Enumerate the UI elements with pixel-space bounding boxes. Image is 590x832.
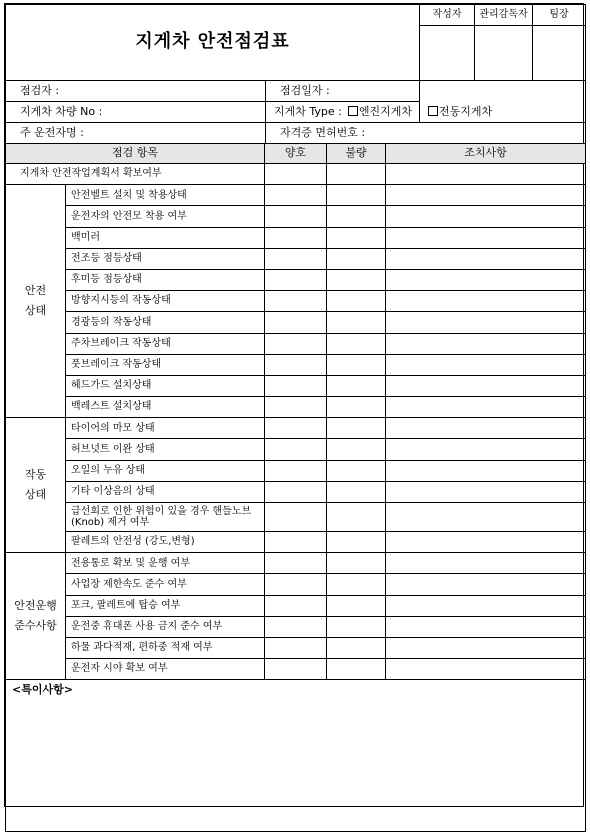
electric-checkbox[interactable] (428, 106, 438, 116)
checklist-row (6, 333, 586, 354)
forklift-type-label: 지게차 Type : (274, 104, 342, 118)
signature-label-supervisor: 관리감독자 (475, 5, 533, 26)
checklist-item: 방향지시등의 작동상태 (66, 291, 265, 312)
electric-option-label: 전동지게차 (438, 104, 493, 118)
checklist-row (6, 481, 586, 502)
license-no-field[interactable]: 자격증 면허번호 : (266, 123, 586, 144)
action-cell[interactable] (386, 291, 586, 312)
checklist-item: 허브넛트 이완 상태 (66, 439, 265, 460)
checklist-item: 포크, 팔레트에 탑승 여부 (66, 595, 265, 616)
signature-box-supervisor[interactable] (475, 26, 533, 81)
checklist-item: 후미등 점등상태 (66, 269, 265, 290)
good-cell[interactable] (265, 333, 327, 354)
bad-cell[interactable] (327, 595, 386, 616)
good-cell[interactable] (265, 206, 327, 227)
checklist-item: 운전자 시야 확보 여부 (66, 659, 265, 680)
checklist-row (6, 595, 586, 616)
good-cell[interactable] (265, 418, 327, 439)
bad-cell[interactable] (327, 439, 386, 460)
checklist-item: 사업장 제한속도 준수 여부 (66, 574, 265, 595)
action-cell[interactable] (386, 354, 586, 375)
inspector-field[interactable]: 점검자 : (6, 81, 266, 102)
inspection-sheet (4, 3, 584, 807)
checklist-row (6, 164, 586, 185)
good-cell[interactable] (265, 354, 327, 375)
good-cell[interactable] (265, 375, 327, 396)
good-cell[interactable] (265, 553, 327, 574)
checklist-item: 안전벨트 설치 및 착용상태 (66, 185, 265, 206)
action-cell[interactable] (386, 503, 586, 532)
good-cell[interactable] (265, 269, 327, 290)
checklist-row (6, 248, 586, 269)
good-cell[interactable] (265, 397, 327, 418)
checklist-row (6, 185, 586, 206)
action-cell[interactable] (386, 206, 586, 227)
checklist-row (6, 553, 586, 574)
good-cell[interactable] (265, 227, 327, 248)
checklist-item: 주차브레이크 작동상태 (66, 333, 265, 354)
bad-cell[interactable] (327, 397, 386, 418)
bad-cell[interactable] (327, 354, 386, 375)
driver-name-field[interactable]: 주 운전자명 : (6, 123, 266, 144)
bad-cell[interactable] (327, 164, 386, 185)
category-safety-status: 안전 상태 (6, 185, 66, 418)
signature-box-author[interactable] (420, 26, 475, 81)
checklist-row (6, 532, 586, 553)
bad-cell[interactable] (327, 460, 386, 481)
column-header-action: 조치사항 (386, 144, 586, 164)
checklist-row (6, 397, 586, 418)
bad-cell[interactable] (327, 418, 386, 439)
action-cell[interactable] (386, 185, 586, 206)
good-cell[interactable] (265, 185, 327, 206)
bad-cell[interactable] (327, 375, 386, 396)
action-cell[interactable] (386, 595, 586, 616)
category-operation-status: 작동 상태 (6, 418, 66, 553)
action-cell[interactable] (386, 418, 586, 439)
checklist-item: 전조등 점등상태 (66, 248, 265, 269)
checklist-row (6, 312, 586, 333)
bad-cell[interactable] (327, 503, 386, 532)
bad-cell[interactable] (327, 248, 386, 269)
action-cell[interactable] (386, 312, 586, 333)
checklist-item: 타이어의 마모 상태 (66, 418, 265, 439)
checklist-item: 팔레트의 안전성 (강도,변형) (66, 532, 265, 553)
action-cell[interactable] (386, 227, 586, 248)
checklist-item: 오일의 누유 상태 (66, 460, 265, 481)
column-header-item: 점검 항목 (6, 144, 265, 164)
signature-box-team-lead[interactable] (533, 26, 586, 81)
action-cell[interactable] (386, 616, 586, 637)
action-cell[interactable] (386, 637, 586, 658)
special-notes-label: <특이사항> (12, 683, 73, 697)
checklist-row (6, 418, 586, 439)
engine-option-label: 엔진지게차 (358, 104, 412, 118)
action-cell[interactable] (386, 397, 586, 418)
action-cell[interactable] (386, 439, 586, 460)
forklift-type-field[interactable] (266, 102, 493, 123)
action-cell[interactable] (386, 460, 586, 481)
good-cell[interactable] (265, 164, 327, 185)
checklist-row (6, 227, 586, 248)
good-cell[interactable] (265, 481, 327, 502)
document-title: 지게차 안전점검표 (6, 5, 420, 81)
info-table (5, 80, 586, 144)
checklist-row (6, 354, 586, 375)
action-cell[interactable] (386, 553, 586, 574)
checklist-row (6, 574, 586, 595)
checklist-item: 기타 이상음의 상태 (66, 481, 265, 502)
checklist-item: 운전자의 안전모 착용 여부 (66, 206, 265, 227)
checklist-item-plan: 지게차 안전작업계획서 확보여부 (6, 164, 265, 185)
bad-cell[interactable] (327, 185, 386, 206)
checklist-row (6, 659, 586, 680)
checklist-row (6, 503, 586, 532)
bad-cell[interactable] (327, 333, 386, 354)
checklist-row (6, 616, 586, 637)
checklist-item: 전용통로 확보 및 운행 여부 (66, 553, 265, 574)
good-cell[interactable] (265, 291, 327, 312)
signature-label-team-lead: 팀장 (533, 5, 586, 26)
bad-cell[interactable] (327, 532, 386, 553)
action-cell[interactable] (386, 248, 586, 269)
checklist-row (6, 375, 586, 396)
engine-checkbox[interactable] (348, 106, 358, 116)
checklist-row (6, 269, 586, 290)
checklist-row (6, 460, 586, 481)
column-header-good: 양호 (265, 144, 327, 164)
checklist-item: 경광등의 작동상태 (66, 312, 265, 333)
good-cell[interactable] (265, 503, 327, 532)
checklist-row (6, 291, 586, 312)
bad-cell[interactable] (327, 659, 386, 680)
column-header-bad: 불량 (327, 144, 386, 164)
action-cell[interactable] (386, 532, 586, 553)
checklist-row (6, 439, 586, 460)
action-cell[interactable] (386, 333, 586, 354)
checklist-item: 하물 과다적재, 편하중 적재 여부 (66, 637, 265, 658)
special-notes-area[interactable] (6, 680, 586, 832)
checklist-item: 헤드가드 설치상태 (66, 375, 265, 396)
good-cell[interactable] (265, 248, 327, 269)
bad-cell[interactable] (327, 481, 386, 502)
good-cell[interactable] (265, 574, 327, 595)
bad-cell[interactable] (327, 227, 386, 248)
bad-cell[interactable] (327, 637, 386, 658)
good-cell[interactable] (265, 460, 327, 481)
checklist-row (6, 637, 586, 658)
good-cell[interactable] (265, 616, 327, 637)
checklist-table (5, 143, 586, 832)
checklist-item: 운전중 휴대폰 사용 금지 준수 여부 (66, 616, 265, 637)
checklist-item: 급선회로 인한 위험이 있을 경우 핸들노브(Knob) 제거 여부 (66, 503, 265, 532)
bad-cell[interactable] (327, 574, 386, 595)
action-cell[interactable] (386, 574, 586, 595)
inspection-date-field[interactable]: 점검일자 : (266, 81, 420, 102)
signature-label-author: 작성자 (420, 5, 475, 26)
action-cell[interactable] (386, 269, 586, 290)
bad-cell[interactable] (327, 269, 386, 290)
action-cell[interactable] (386, 659, 586, 680)
good-cell[interactable] (265, 659, 327, 680)
bad-cell[interactable] (327, 616, 386, 637)
good-cell[interactable] (265, 312, 327, 333)
bad-cell[interactable] (327, 553, 386, 574)
header-table (5, 4, 586, 81)
vehicle-no-field[interactable]: 지게차 차량 No : (6, 102, 266, 123)
good-cell[interactable] (265, 532, 327, 553)
category-safe-operation-rules: 안전운행 준수사항 (6, 553, 66, 680)
checklist-item: 백미러 (66, 227, 265, 248)
good-cell[interactable] (265, 595, 327, 616)
bad-cell[interactable] (327, 291, 386, 312)
bad-cell[interactable] (327, 206, 386, 227)
action-cell[interactable] (386, 481, 586, 502)
action-cell[interactable] (386, 164, 586, 185)
checklist-row (6, 206, 586, 227)
good-cell[interactable] (265, 637, 327, 658)
good-cell[interactable] (265, 439, 327, 460)
checklist-item: 풋브레이크 작동상태 (66, 354, 265, 375)
checklist-item: 백레스트 설치상태 (66, 397, 265, 418)
bad-cell[interactable] (327, 312, 386, 333)
action-cell[interactable] (386, 375, 586, 396)
